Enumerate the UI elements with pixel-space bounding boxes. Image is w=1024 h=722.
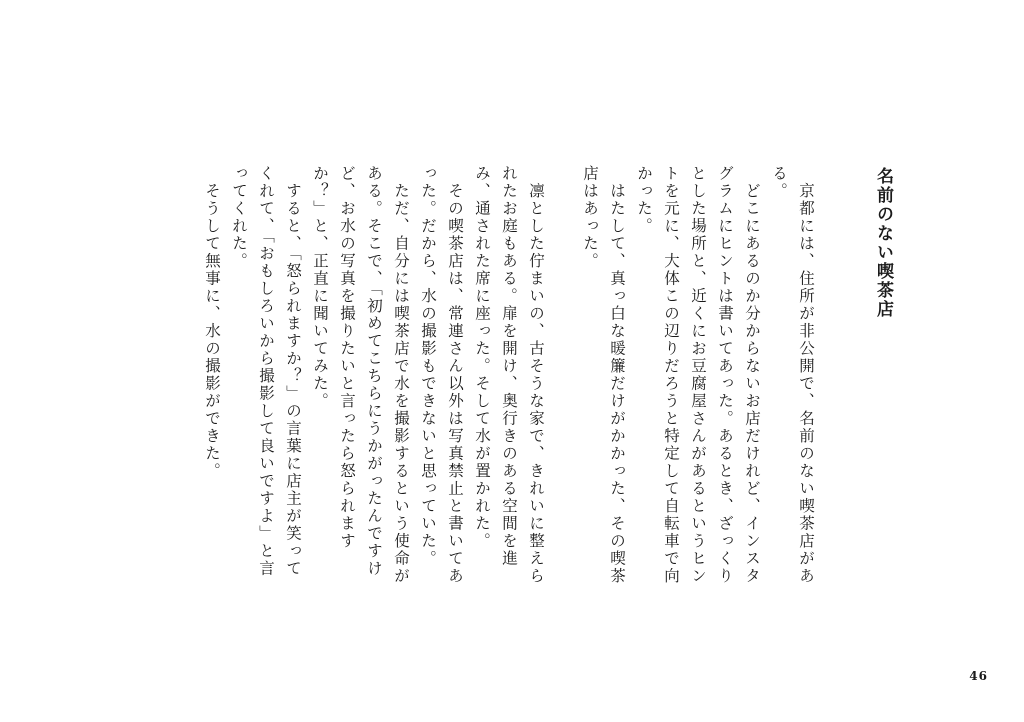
paragraph: すると、「怒られますか？」の言葉に店主が笑ってくれて、「おもしろいから撮影して良いですよ」と言ってくれた。 [230, 165, 302, 578]
vertical-text-column [198, 165, 896, 585]
paragraph: 凛とした佇まいの、古そうな家で、きれいに整えられたお庭もある。扉を開け、奥行きのある空間を進み、通された席に座った。そして水が置かれた。 [473, 165, 545, 585]
page-number: 46 [969, 669, 988, 683]
chapter-title: 名前のない喫茶店 [873, 167, 893, 319]
paragraph: どこにあるのか分からないお店だけれど、インスタグラムにヒントは書いてあった。あるとき、ざっくりとした場所と、近くにお豆腐屋さんがあるというヒントを元に、大体この辺りだろうと特定して自転車で向かった。 [635, 165, 761, 585]
paragraph: 京都には、住所が非公開で、名前のない喫茶店がある。 [770, 165, 815, 585]
paragraph: はたして、真っ白な暖簾だけがかかった、その喫茶店はあった。 [581, 165, 626, 585]
paragraph: その喫茶店は、常連さん以外は写真禁止と書いてあった。だから、水の撮影もできないと思っていた。 [419, 165, 464, 585]
paragraph: ただ、自分には喫茶店で水を撮影するという使命がある。そこで、「初めてこちらにうかがったんですけど、お水の写真を撮りたいと言ったら怒られますか？」と、正直に聞いてみた。 [311, 165, 410, 585]
paragraph: そうして無事に、水の撮影ができた。 [203, 165, 221, 480]
